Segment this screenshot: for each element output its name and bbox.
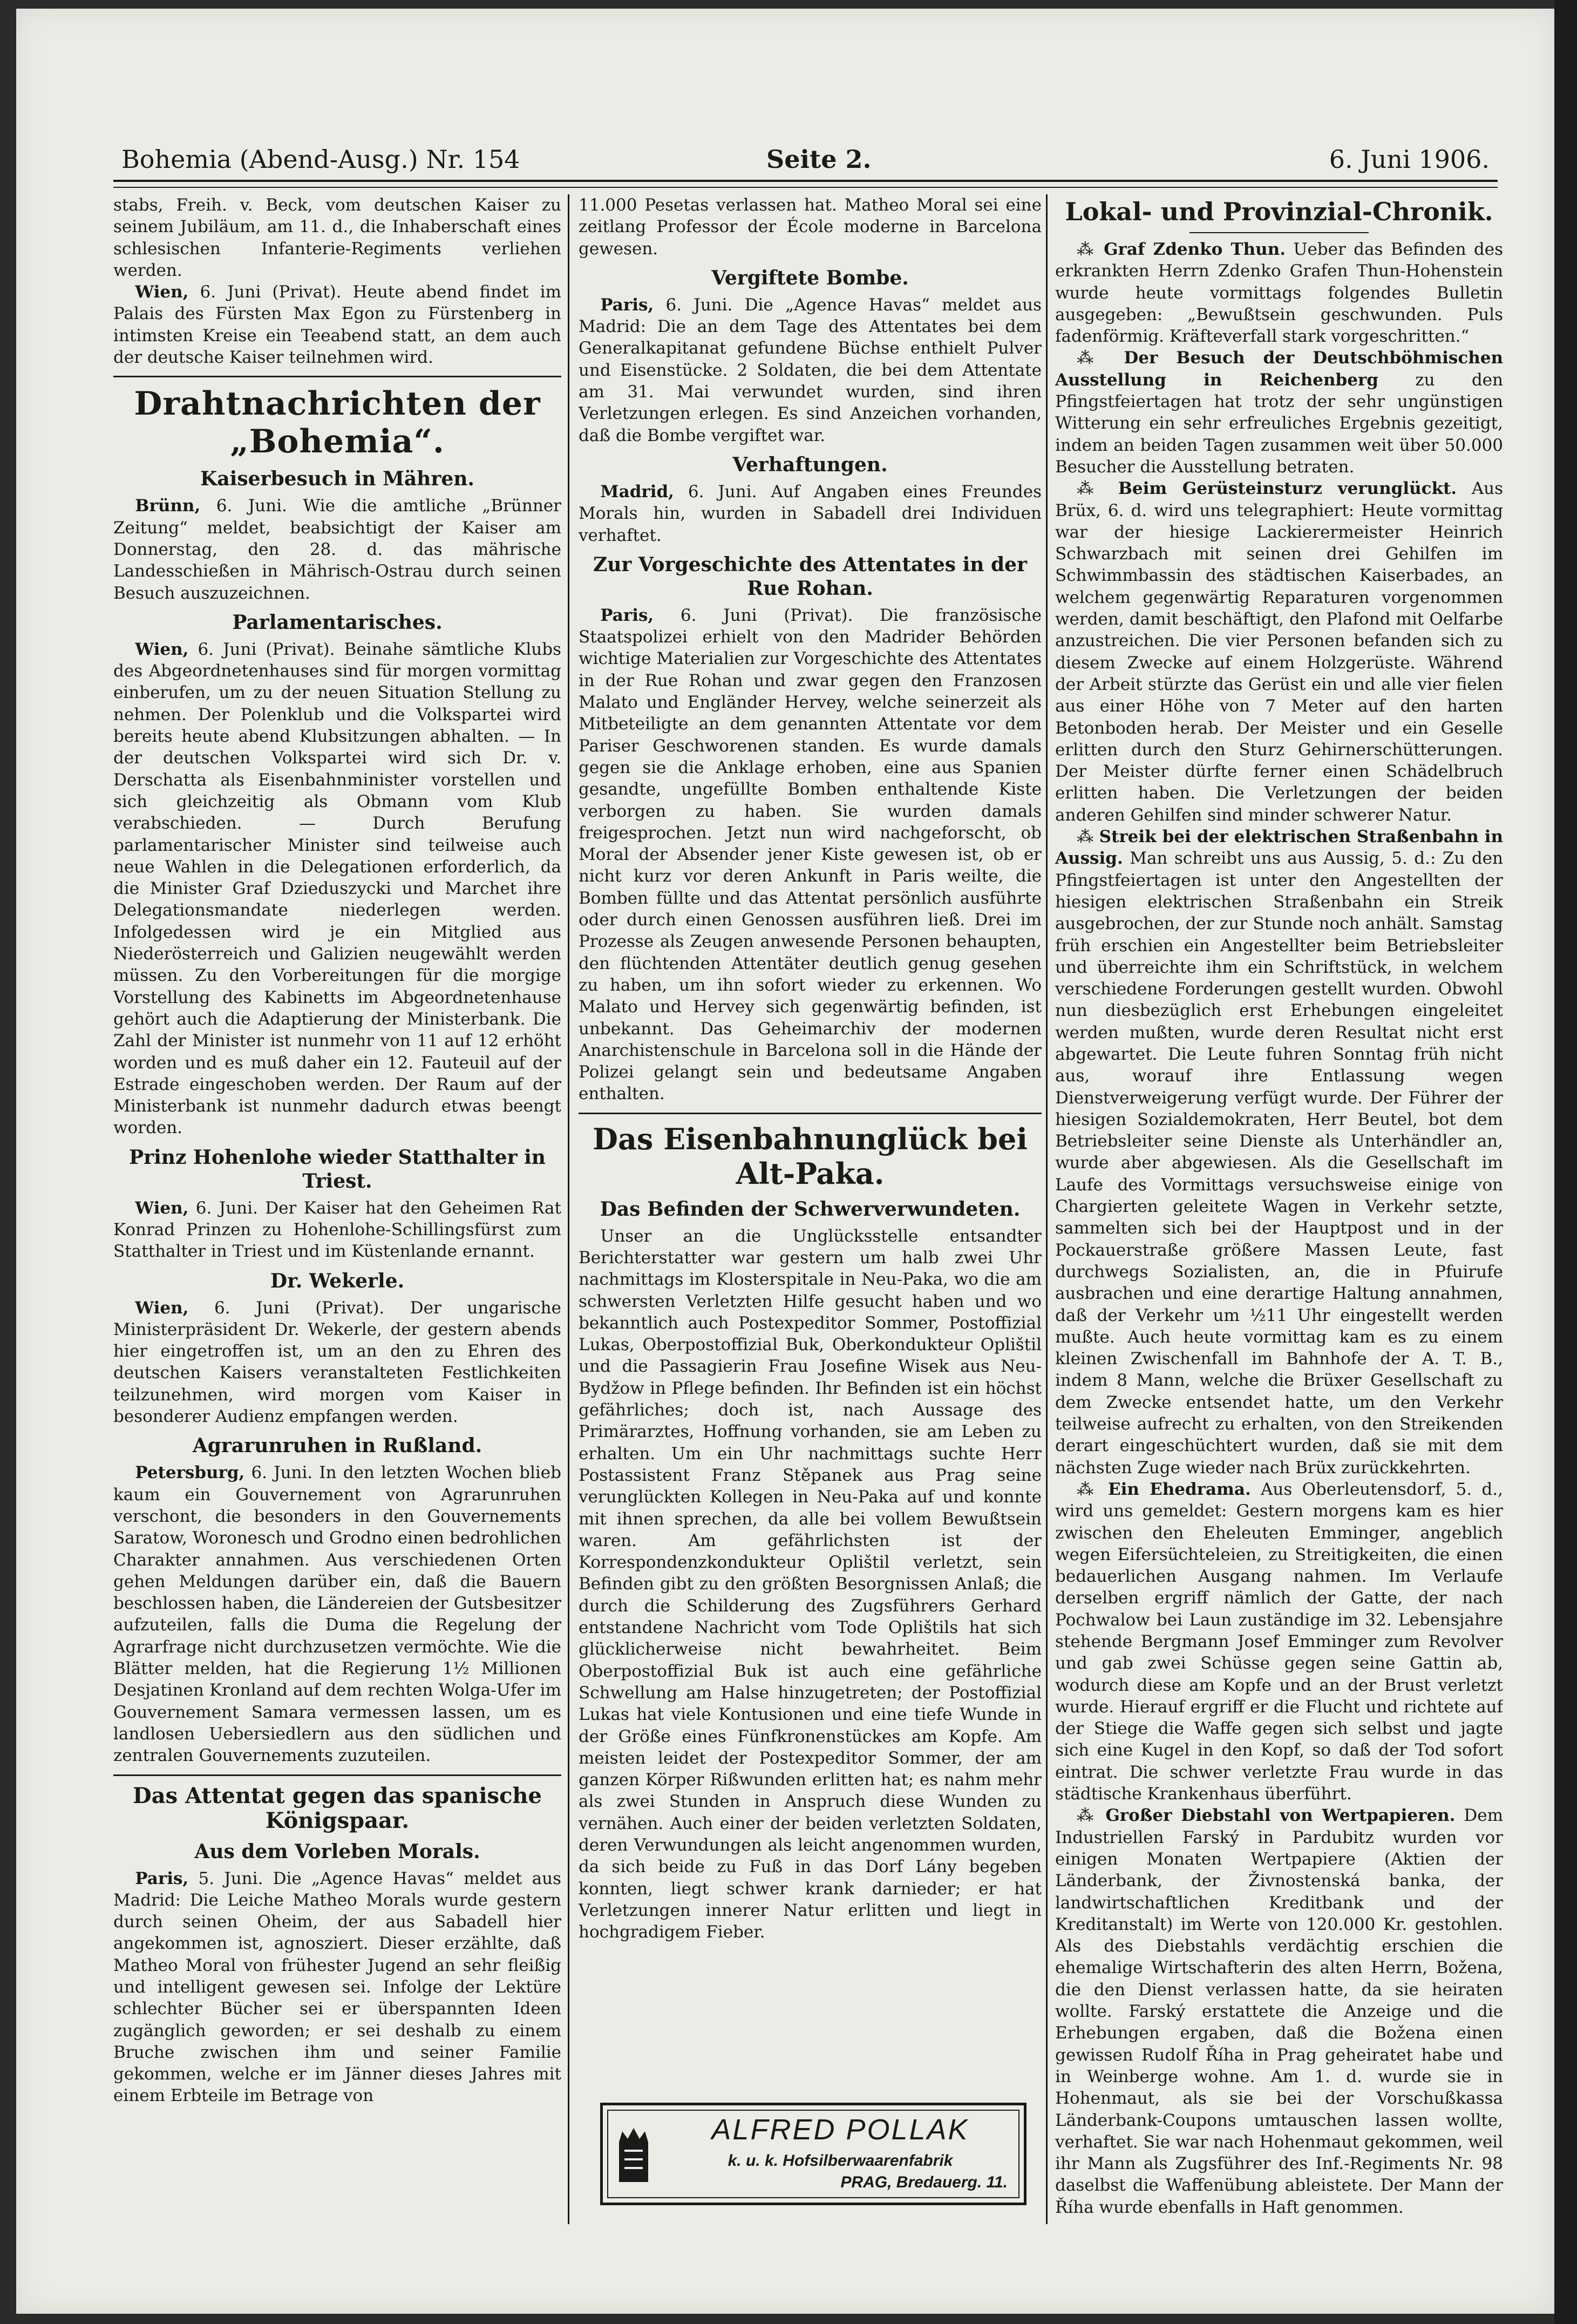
dateline: Wien, [135, 1298, 189, 1318]
body-text: 6. Juni (Privat). Der ungarische Ministerpräsident Dr. Wekerle, der gestern abends hier eingetroffen ist, um an den zu Ehren des deutschen Kaisers veranstalteten Festlichkeiten teilzunehmen, wird morgen vom Kaiser in besonderer Audienz empfangen werden. [113, 1298, 561, 1427]
dateline: Brünn, [135, 496, 201, 516]
advertisement [600, 2103, 1027, 2205]
article-paragraph: stabs, Freih. v. Beck, vom deutschen Kaiser zu seinem Jubiläum, am 11. d., die Inhaberschaft eines schlesischen Infanterie-Regiments verliehen werden. [113, 195, 561, 280]
section-heading: Drahtnachrichten der „Bohemia“. [134, 385, 541, 461]
body-text: 6. Juni (Privat). Beinahe sämtliche Klubs des Abgeordnetenhauses sind für morgen vormittag einberufen, um zu der neuen Situation Stellung zu nehmen. Der Polenklub und die Volkspartei wird bereits heute abend Klubsitzungen abhalten. — In der deutschen Volkspartei wird sich Dr. v. Derschatta als Eisenbahnminister vorstellen und sich gleichzeitig als Obmann vom Klub verabschieden. — Durch Berufung parlamentarischer Minister sind teilweise auch neue Wahlen in die Delegationen erforderlich, da die Minister Graf Dzieduszycki und Marchet ihre Delegationsmandate niederlegen werden. Infolgedessen wird je ein Mitglied aus Niederösterreich und Galizien neugewählt werden müssen. Zu den Vorbereitungen für die morgige Vorstellung des Kabinetts im Abgeordnetenhause gehört auch die Adaptierung der Ministerbank. Die Zahl der Minister ist nunmehr von 11 auf 12 erhöht worden und es muß daher ein 12. Fauteuil auf der Estrade eingeschoben werden. Der Raum auf der Ministerbank ist nunmehr dadurch etwas beengt worden. [113, 639, 561, 1138]
article-heading: Parlamentarisches. [232, 611, 443, 634]
article-heading: Verhaftungen. [732, 453, 888, 476]
body-text: 6. Juni. In den letzten Wochen blieb kaum ein Gouvernement von Agrarunruhen verschont, die besonders in den Gouvernements Saratow, Woronesch und Grodno einen bedrohlichen Charakter annahmen. Aus verschiedenen Orten gehen Meldungen darüber ein, daß die Bauern beschlossen haben, die Ländereien der Gutsbesitzer aufzuteilen, falls die Duma die Regelung der Agrarfrage nicht durchzusetzen vermöchte. Wie die Blätter melden, hat die Regierung 1½ Millionen Desjatinen Kronland auf dem rechten Wolga-Ufer im Gouvernement Samara vermessen lassen, um es landlosen Uebersiedlern aus den südlichen und zentralen Gouvernements zuzuteilen. [113, 1463, 561, 1766]
article-paragraph [113, 281, 561, 368]
body-text: 5. Juni. Die „Agence Havas“ meldet aus Madrid: Die Leiche Matheo Morals wurde gestern durch seinen Oheim, der aus Sabadell hier angekommen ist, agnosziert. Dieser erzählte, daß Matheo Moral von frühester Jugend an sehr fleißig und intelligent gewesen sei. Infolge der Lektüre schlechter Bücher sei er überspannten Ideen zugänglich geworden; er sei deshalb zu einem Bruche zwischen ihm und seiner Familie gekommen, welche er im Jänner dieses Jahres mit einem Erbteile im Betrage von [113, 1868, 561, 2106]
body-text: 6. Juni (Privat). Heute abend findet im Palais des Fürsten Max Egon zu Fürstenberg in intimsten Kreise ein Teeabend statt, an dem auch der deutsche Kaiser teilnehmen wird. [113, 282, 561, 368]
body-text: Aus Brüx, 6. d. wird uns telegraphiert: Heute vormittag war der hiesige Lackierermeister Heinrich Schwarzbach mit seinen drei Gehilfen im Schwimmbassin des städtischen Kaiserbades, an welchem gegenwärtig Reparaturen vorgenommen werden, damit beschäftigt, den Plafond mit Oelfarbe anzustreichen. Die vier Personen befanden sich zu diesem Zwecke auf einem Holzgerüste. Während der Arbeit stürzte das Gerüst ein und alle vier fielen aus einer Höhe von 7 Meter auf den harten Betonboden herab. Der Meister und ein Geselle erlitten durch den Sturz Gehirnerschütterungen. Der Meister dürfte ferner einen Schädelbruch erlitten haben. Die Verletzungen der beiden anderen Gehilfen sind minder schwerer Natur. [1055, 479, 1503, 825]
dateline: Paris, [600, 605, 654, 625]
dateline: Paris, [600, 295, 654, 315]
dateline: Petersburg, [135, 1463, 245, 1483]
article-paragraph: ⁂ Streik bei der elektrischen Straßenbahn in Aussig. Man schreibt uns aus Aussig, 5. d.: Zu den Pfingstfeiertagen ist unter den Angestellten der hiesigen elektrischen Straßenbahn ein Streik ausgebrochen, der zur Stunde noch anhält. Samstag früh erschien ein Angestellter beim Betriebsleiter und überreichte ihm ein Schriftstück, in welchem verschiedene Forderungen gestellt wurden. Obwohl nun diesbezüglich erst Erhebungen eingeleitet werden mußten, wurde deren Resultat nicht erst abgewartet. Die Leute fuhren Sonntag früh nicht aus, worauf ihre Entlassung wegen Dienstverweigerung verfügt wurde. Der Führer der hiesigen Sozialdemokraten, Herr Beutel, bot dem Betriebsleiter seine Dienste als Unterhändler an, wurde aber abgewiesen. Als die Gesellschaft im Laufe des Vormittags versuchsweise einige von Chargierten geleitete Wagen in Verkehr setzte, sammelten sich bei der Hauptpost und in der Pockauerstraße größere Massen Leute, fast durchwegs Sozialisten, an, die in Pfuirufe ausbrachen und eine derartige Haltung annahmen, daß der Verkehr um ½11 Uhr eingestellt werden mußte. Auch heute vormittag kam es zu einem kleinen Zwischenfall im Bahnhofe der A. T. B., indem 8 Mann, welche die Brüxer Gesellschaft zu dem Zwecke entsendet hatte, um den Verkehr teilweise aufrecht zu erhalten, von den Streikenden derart eingeschüchtert wurden, daß sie mit dem nächsten Zuge wieder nach Brüx zurückkehrten. [1055, 827, 1503, 1478]
article-heading: Agrarunruhen in Rußland. [192, 1434, 482, 1458]
article-paragraph: ⁂ Der Besuch der Deutschböhmischen Ausstellung in Reichenberg zu den Pfingstfeiertagen hat trotz der sehr ungünstigen Witterung ein sehr erfreuliches Ergebnis gezeitigt, indem an beiden Tagen zusammen weit über 50.000 Besucher die Ausstellung betraten. [1055, 348, 1503, 477]
section-heading: Das Attentat gegen das spanische Königspaar. [133, 1783, 542, 1833]
body-text: 6. Juni. Der Kaiser hat den Geheimen Rat Konrad Prinzen zu Hohenlohe-Schillingsfürst zum Statthalter in Triest und im Küstenlande ernannt. [113, 1198, 561, 1262]
body-text: 6. Juni. Auf Angaben eines Freundes Morals hin, wurden in Sabadell drei Individuen verhaftet. [579, 482, 1042, 545]
dateline: Madrid, [600, 482, 674, 502]
section-rule [1189, 232, 1369, 233]
column-1 [113, 194, 561, 2235]
article-paragraph: ⁂ Beim Gerüsteinsturz verunglückt. Aus Brüx, 6. d. wird uns telegraphiert: Heute vormittag war der hiesige Lackierermeister Heinrich Schwarzbach mit seinen drei Gehilfen im Schwimmbassin des städtischen Kaiserbades, an welchem gegenwärtig Reparaturen vorgenommen werden, damit beschäftigt, den Plafond mit Oelfarbe anzustreichen. Die vier Personen befanden sich zu diesem Zwecke auf einem Holzgerüste. Während der Arbeit stürzte das Gerüst ein und alle vier fielen aus einer Höhe von 7 Meter auf den harten Betonboden herab. Der Meister und ein Geselle erlitten durch den Sturz Gehirnerschütterungen. Der Meister dürfte ferner einen Schädelbruch erlitten haben. Die Verletzungen der beiden anderen Gehilfen sind minder schwerer Natur. [1055, 479, 1503, 825]
section-rule [113, 1774, 561, 1776]
body-text: Dem Industriellen Farský in Pardubitz wurden vor einigen Monaten Wertpapiere (Aktien der Länderbank, der Živnostenská banka, der landwirtschaftlichen Kreditbank und der Kreditanstalt) im Werte von 120.000 Kr. gestohlen. Als des Diebstahls verdächtig erschien die ehemalige Wirtschafterin des alten Herrn, Božena, die den Dienst verlassen hatte, da sie heiraten wollte. Farský erstattete die Anzeige und die Erhebungen ergaben, daß die Božena einen gewissen Rudolf Říha in Prag geheiratet habe und in Weinberge wohne. Am 1. d. wurde sie in Hohenmaut, als sie bei der Vorschußkassa Länderbank-Coupons umtauschen lassen wollte, verhaftet. Sie war nach Hohenmaut gekommen, weil ihr Mann als Zugsführer des Inf.-Regiments Nr. 98 daselbst die Waffenübung ableistete. Der Mann der Říha wurde ebenfalls in Haft genommen. [1055, 1806, 1503, 2217]
column-2 [579, 194, 1042, 2246]
article-heading: Kaiserbesuch in Mähren. [200, 467, 474, 491]
advertiser-description: k. u. k. Hofsilberwaarenfabrik [728, 2152, 953, 2170]
section-rule [113, 376, 561, 377]
header-rule [113, 180, 1498, 188]
item-title: Der Besuch der Deutschböhmischen Ausstellung in Reichenberg [1055, 348, 1503, 390]
article-paragraph: 11.000 Pesetas verlassen hat. Matheo Moral sei eine zeitlang Professor der École moderne in Barcelona gewesen. [579, 195, 1042, 259]
article-paragraph [579, 605, 1042, 1105]
article-paragraph [113, 1197, 561, 1263]
article-paragraph [113, 1462, 561, 1766]
article-paragraph [113, 495, 561, 604]
body-text: Man schreibt uns aus Aussig, 5. d.: Zu den Pfingstfeiertagen ist unter den Angestellten der hiesigen elektrischen Straßenbahn ein Streik ausgebrochen, der zur Stunde noch anhält. Samstag früh erschien ein Angestellter beim Betriebsleiter und überreichte ihm ein Schriftstück, in welchem verschiedene Forderungen gestellt wurden. Obwohl nun diesbezüglich erst Erhebungen eingeleitet werden mußten, wurde deren Resultat nicht erst abgewartet. Die Leute fuhren Sonntag früh nicht aus, worauf ihre Entlassung wegen Dienstverweigerung verfügt wurde. Der Führer der hiesigen Sozialdemokraten, Herr Beutel, bot dem Betriebsleiter seine Dienste als Unterhändler an, wurde aber abgewiesen. Als die Gesellschaft im Laufe des Vormittags versuchsweise einige von Chargierten geleitete Wagen in Verkehr setzte, sammelten sich bei der Hauptpost und in der Pockauerstraße größere Massen Leute, fast durchwegs Sozialisten, an, die in Pfuirufe ausbrachen und eine derartige Haltung annahmen, daß der Verkehr um ½11 Uhr eingestellt werden mußte. Auch heute vormittag kam es zu einem kleinen Zwischenfall im Bahnhofe der A. T. B., indem 8 Mann, welche die Brüxer Gesellschaft zu dem Zwecke entsendet hatte, um den Verkehr teilweise aufrecht zu erhalten, von den Streikenden derart eingeschüchtert wurden, daß sie mit dem nächsten Zuge wieder nach Brüx zurückkehrten. [1055, 849, 1503, 1478]
article-paragraph [579, 294, 1042, 446]
article-paragraph [113, 1297, 561, 1428]
dateline: Wien, [135, 282, 189, 302]
masthead-title: Bohemia (Abend-Ausg.) Nr. 154 [121, 145, 520, 174]
article-paragraph [579, 481, 1042, 546]
item-title: Graf Zdenko Thun. [1104, 240, 1286, 259]
section-heading: Das Eisenbahnunglück bei Alt-Paka. [593, 1121, 1028, 1191]
body-text: 6. Juni. Die „Agence Havas“ meldet aus Madrid: Die an dem Tage des Attentates bei dem Generalkapitanat gefundene Büchse enthielt Pulver und Eisenstücke. 2 Soldaten, die bei dem Attentate am 31. Mai verwundet wurden, sind ihren Verletzungen erlegen. Es sind Anzeichen vorhanden, daß die Bombe vergiftet war. [579, 295, 1042, 445]
section-rule [579, 1113, 1042, 1114]
body-text: 6. Juni (Privat). Die französische Staatspolizei erhielt von den Madrider Behörden wichtige Materialien zur Vorgeschichte des Attentates in der Rue Rohan und zwar gegen den Franzosen Malato und Engländer Hervey, welche seinerzeit als Mitbeteiligte an dem genannten Attentate vor dem Pariser Geschworenen standen. Es wurde damals gegen sie die Anklage erhoben, eine aus Spanien gesandte, ungefüllte Bomben enthaltende Kiste verborgen zu haben. Sie wurden damals freigesprochen. Jetzt nun wird nachgeforscht, ob Moral der Absender jener Kiste gewesen ist, ob er nicht kurz vor deren Ankunft in Paris weilte, die Bomben füllte und das Attentat persönlich ausführte oder durch einen Genossen ausführen ließ. Drei im Prozesse als Zeugen anwesende Personen behaupten, den flüchtenden Attentäter deutlich genug gesehen zu haben, um ihn sofort wieder zu erkennen. Wo Malato und Hervey sich gegenwärtig befinden, ist unbekannt. Das Geheimarchiv der modernen Anarchistenschule in Barcelona soll in die Hände der Polizei gelangt sein und bedeutsame Angaben enthalten. [579, 605, 1042, 1104]
page-number: Seite 2. [766, 145, 872, 174]
body-text: zu den Pfingstfeiertagen hat trotz der sehr ungünstigen Witterung ein sehr erfreuliches Ergebnis gezeitigt, indem an beiden Tagen zusammen weit über 50.000 Besucher die Ausstellung betraten. [1055, 370, 1503, 477]
article-heading: Aus dem Vorleben Morals. [194, 1840, 480, 1863]
item-title: Beim Gerüsteinsturz verunglückt. [1118, 479, 1457, 499]
article-paragraph: ⁂ Graf Zdenko Thun. Ueber das Befinden des erkrankten Herrn Zdenko Grafen Thun-Hohenstein wurde heute vormittags folgendes Bulletin ausgegeben: „Bewußtsein geschwunden. Puls fadenförmig. Kräfteverfall stark vorgeschritten.“ [1055, 240, 1503, 347]
article-paragraph: Unser an die Unglücksstelle entsandter Berichterstatter war gestern um halb zwei Uhr nachmittags im Klosterspitale in Neu-Paka, wo die am schwersten Verletzten Hilfe gesucht haben und wo bekanntlich auch Postexpeditor Sommer, Postoffizial Lukas, Oberpostoffizial Buk, Oberkondukteur Oplištil und die Passagierin Frau Josefine Wisek aus Neu-Bydžow in Pflege befinden. Ihr Befinden ist ein höchst gefährliches; doch ist, nach Aussage des Primärarztes, Hoffnung vorhanden, sie am Leben zu erhalten. Um ein Uhr nachmittags suchte Herr Postassistent Franz Stěpanek aus Prag seine verunglückten Kollegen in Neu-Paka auf und konnte mit ihnen sprechen, da alle bei vollem Bewußtsein waren. Am gefährlichsten ist der Korrespondenzkondukteur Oplištil verletzt, sein Befinden gibt zu den größten Besorgnissen Anlaß; die durch die Schilderung des Zugsführers Gerhard entstandene Nachricht vom Tode Oplištils hat sich glücklicherweise nicht bewahrheitet. Beim Oberpostoffizial Buk ist auch eine gefährliche Schwellung am Halse hinzugetreten; der Postoffizial Lukas hat viele Kontusionen und eine tiefe Wunde in der Größe eines Fünfkronenstückes am Kopfe. Am meisten leidet der Postexpeditor Sommer, der am ganzen Körper Rißwunden erlitten hat; es nahm mehr als zwei Stunden in Anspruch diese Wunden zu vernähen. Auch einer der beiden verletzten Soldaten, deren Verwundungen als leicht angenommen wurden, da sich beide zu Fuß in das Dorf Lány begeben konnten, liegt schwer krank darnieder; er hat Verletzungen innerer Natur erlitten und liegt in hochgradigem Fieber. [579, 1226, 1042, 1942]
masthead-date: 6. Juni 1906. [1329, 145, 1490, 174]
article-paragraph: ⁂ Ein Ehedrama. Aus Oberleutensdorf, 5. d., wird uns gemeldet: Gestern morgens kam es hier zwischen den Eheleuten Emminger, angeblich wegen Eifersüchteleien, zu Streitigkeiten, die einen bedauerlichen Ausgang nahmen. Im Verlaufe derselben ergriff nämlich der Gatte, der nach Pochwalow bei Laun zuständige im 32. Lebensjahre stehende Bergmann Josef Emminger zum Revolver und gab zwei Schüsse gegen seine Gattin ab, wodurch diese am Kopfe und an der Brust verletzt wurde. Hierauf ergriff er die Flucht und richtete auf der Stiege die Waffe gegen sich selbst und jagte sich eine Kugel in den Kopf, so daß der Tod sofort eintrat. Die schwer verletzte Frau wurde in das städtische Krankenhaus überführt. [1055, 1479, 1503, 1804]
article-paragraph [113, 1868, 561, 2107]
item-title: Ein Ehedrama. [1107, 1479, 1251, 1499]
item-title: Großer Diebstahl von Wertpapieren. [1105, 1806, 1456, 1826]
article-paragraph [113, 639, 561, 1139]
dateline: Paris, [135, 1868, 189, 1888]
body-text: 6. Juni. Wie die amtliche „Brünner Zeitung“ meldet, beabsichtigt der Kaiser am Donnerstag, den 28. d. das mährische Landesschießen in Mährisch-Ostrau durch seinen Besuch auszuzeichnen. [113, 496, 561, 603]
column-3 [1055, 194, 1503, 2240]
article-paragraph: ⁂ Großer Diebstahl von Wertpapieren. Dem Industriellen Farský in Pardubitz wurden vor einigen Monaten Wertpapiere (Aktien der Länderbank, der Živnostenská banka, der landwirtschaftlichen Kreditbank und der Kreditanstalt) im Werte von 120.000 Kr. gestohlen. Als des Diebstahls verdächtig erschien die ehemalige Wirtschafterin des alten Herrn, Božena, die den Dienst verlassen hatte, da sie heiraten wollte. Farský erstattete die Anzeige und die Erhebungen ergaben, daß die Božena einen gewissen Rudolf Říha in Prag geheiratet habe und in Weinberge wohne. Am 1. d. wurde sie in Hohenmaut, als sie bei der Vorschußkassa Länderbank-Coupons umtauschen lassen wollte, verhaftet. Sie war nach Hohenmaut gekommen, weil ihr Mann als Zugsführer des Inf.-Regiments Nr. 98 daselbst die Waffenübung ableistete. Der Mann der Říha wurde ebenfalls in Haft genommen. [1055, 1806, 1503, 2217]
advertiser-name: ALFRED POLLAK [711, 2113, 969, 2146]
article-heading: Das Befinden der Schwerverwundeten. [600, 1197, 1021, 1221]
dateline: Wien, [135, 1198, 189, 1218]
article-heading: Zur Vorgeschichte des Attentates in der Rue Rohan. [593, 553, 1028, 600]
advertiser-address: PRAG, Bredauerg. 11. [840, 2173, 1008, 2191]
crown-emblem-icon [615, 2126, 652, 2185]
article-heading: Vergiftete Bombe. [711, 266, 909, 289]
column-rule-2 [1046, 194, 1048, 2224]
dateline: Wien, [135, 639, 189, 659]
section-heading: Lokal- und Provinzial-Chronik. [1065, 197, 1493, 226]
item-title: Streik bei der elektrischen Straßenbahn in Aussig. [1055, 827, 1503, 869]
body-text: Aus Oberleutensdorf, 5. d., wird uns gemeldet: Gestern morgens kam es hier zwischen den Eheleuten Emminger, angeblich wegen Eifersüchteleien, zu Streitigkeiten, die einen bedauerlichen Ausgang nahmen. Im Verlaufe derselben ergriff nämlich der Gatte, der nach Pochwalow bei Laun zuständige im 32. Lebensjahre stehende Bergmann Josef Emminger zum Revolver und gab zwei Schüsse gegen seine Gattin ab, wodurch diese am Kopfe und an der Brust verletzt wurde. Hierauf ergriff er die Flucht und richtete auf der Stiege die Waffe gegen sich selbst und jagte sich eine Kugel in den Kopf, so daß der Tod sofort eintrat. Die schwer verletzte Frau wurde in das städtische Krankenhaus überführt. [1055, 1479, 1503, 1804]
body-text: Ueber das Befinden des erkrankten Herrn Zdenko Grafen Thun-Hohenstein wurde heute vormittags folgendes Bulletin ausgegeben: „Bewußtsein geschwunden. Puls fadenförmig. Kräfteverfall stark vorgeschritten.“ [1055, 240, 1503, 347]
article-heading: Dr. Wekerle. [270, 1269, 405, 1292]
scan-edge [1554, 0, 1577, 2324]
article-heading: Prinz Hohenlohe wieder Statthalter in Triest. [129, 1146, 546, 1193]
column-rule-1 [568, 194, 569, 2224]
